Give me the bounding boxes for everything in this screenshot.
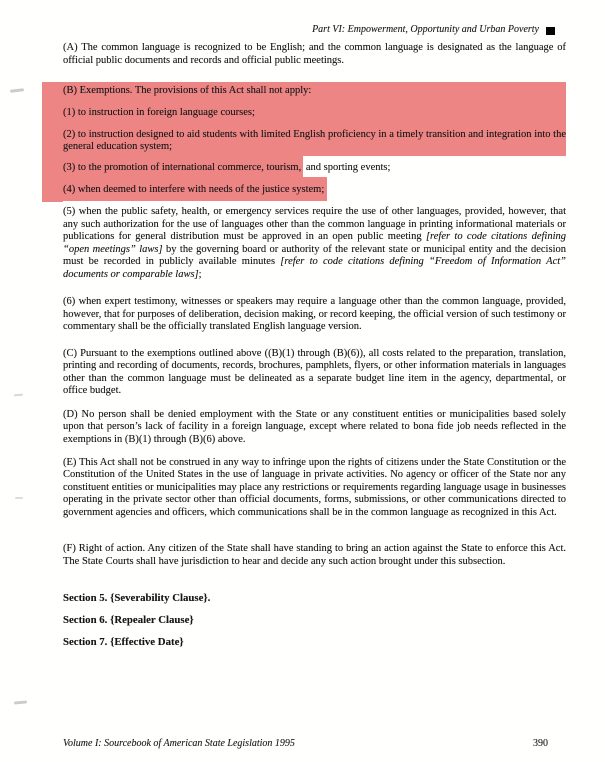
- paragraph-a: (A) The common language is recognized to be English; and the common language is designated as the language of official public documents and records and official public meetings.: [63, 42, 566, 66]
- exemption-item-5: [63, 206, 566, 281]
- paragraph-e: (E) This Act shall not be construed in any way to infringe upon the rights of citizens under the State Constitution or the Constitution of the United States in the use of language in private activities. No agency or officer of the State nor any constituent entities or municipalities may place any restrictions or requirements regarding language usage in businesses operating in the private sector other than official documents, forms, submissions, or other communications directed to government agencies and officers, which communications shall be in the common language as recognized in this Act.: [63, 456, 566, 518]
- highlighted-text-segment: (3) to the promotion of international commerce, tourism,: [42, 155, 303, 177]
- section-7-heading: Section 7. {Effective Date}: [63, 636, 184, 648]
- footer-volume-title: Volume I: Sourcebook of American State Legislation 1995: [63, 738, 295, 749]
- paragraph-d: (D) No person shall be denied employment with the State or any constituent entities or municipalities based solely upon that person’s lack of facility in a foreign language, except where related to bona fide job needs reflected in the exemptions in (B)(1) through (B)(6) above.: [63, 408, 566, 445]
- text-segment: (5) when the public safety, health, or emergency services require the use of other languages, provided, however, that any such authorization for the use of languages other than the common language in printing informational materials or publications for general distribution must be approved in an open public meeting: [63, 206, 566, 242]
- page-header: [312, 24, 555, 35]
- text-segment: by the governing board or authority of the relevant state or municipal entity and the decision must be recorded in publicly available minutes: [63, 243, 566, 267]
- text-segment: and sporting events;: [303, 162, 391, 173]
- exemption-item-3: [63, 162, 566, 175]
- text-segment: ;: [198, 268, 202, 280]
- page-header-title: Part VI: Empowerment, Opportunity and Urban Poverty: [312, 24, 539, 35]
- paragraph-b-exemptions: (B) Exemptions. The provisions of this Act shall not apply:: [63, 85, 312, 96]
- footer-page-number: 390: [533, 738, 548, 749]
- scan-smudge: [14, 700, 27, 704]
- exemption-item-6: (6) when expert testimony, witnesses or speakers may require a language other than the common language, provided, however, that for purposes of deliberation, decision making, or record keeping, the official version of such testimony or commentary shall be the officially translated English language version.: [63, 296, 566, 332]
- section-5-heading: Section 5. {Severability Clause}.: [63, 591, 211, 604]
- scan-smudge: [14, 394, 23, 397]
- section-6-heading: Section 6. {Repealer Clause}: [63, 613, 194, 626]
- exemption-item-2: (2) to instruction designed to aid students with limited English proficiency in a timely transition and integration into the general education system;: [63, 128, 566, 152]
- scan-smudge: [10, 88, 24, 92]
- filled-square-icon: [546, 27, 555, 35]
- paragraph-c: (C) Pursuant to the exemptions outlined above ((B)(1) through (B)(6)), all costs related to the preparation, translation, printing and recording of documents, records, brochures, pamphlets, flyers, or other information materials in languages other than the common language must be delineated as a separate budget line item in the agency, departmental, or office budget.: [63, 347, 566, 396]
- scan-smudge: [15, 497, 23, 499]
- exemption-item-1: (1) to instruction in foreign language courses;: [63, 107, 255, 118]
- text-segment: [refer to code citations defining “open meetings” laws]: [63, 231, 566, 255]
- exemption-item-4: [63, 184, 566, 197]
- text-segment: [refer to code citations defining “Freedom of Information Act” documents or comparable laws]: [63, 256, 566, 280]
- highlighted-text-segment: (4) when deemed to interfere with needs of the justice system;: [42, 177, 327, 201]
- paragraph-f: (F) Right of action. Any citizen of the State shall have standing to bring an action against the State to enforce this Act. The State Courts shall have jurisdiction to hear and decide any such action brought under this subsection.: [63, 543, 566, 567]
